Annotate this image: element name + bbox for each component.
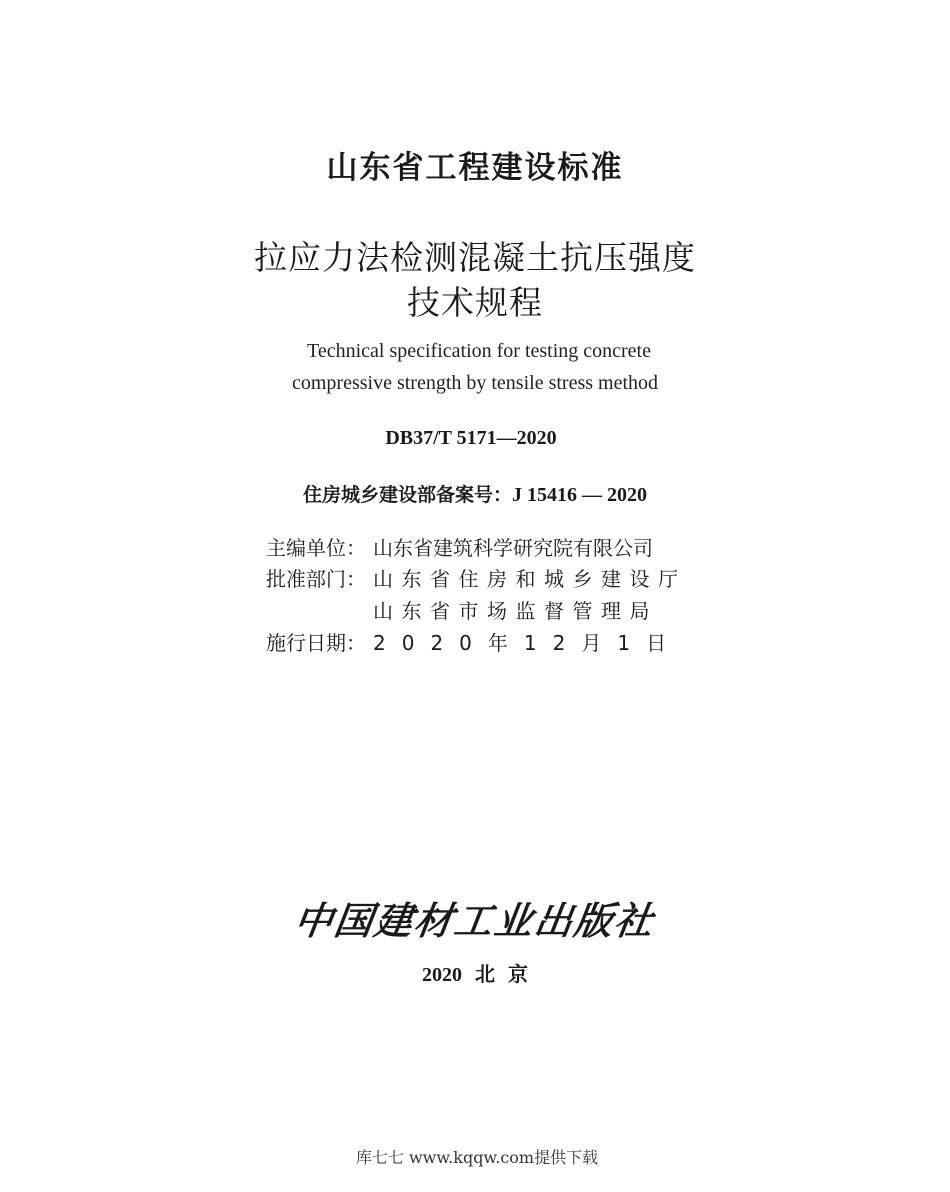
- effective-date-row: [266, 629, 682, 657]
- title-en-line-2: compressive strength by tensile stress method: [291, 372, 659, 394]
- approver-value-1: 山东省住房和城乡建设厅: [373, 567, 687, 591]
- publication-city: 北 京: [475, 962, 528, 986]
- approver-label: 批准部门：: [266, 567, 366, 591]
- series-title: 山东省工程建设标准: [326, 150, 624, 186]
- filing-number: J 15416 — 2020: [512, 484, 647, 506]
- title-zh-line-2: 技术规程: [407, 283, 543, 322]
- effective-date-value: 2020年12月1日: [373, 631, 683, 655]
- approver-row: [266, 565, 687, 593]
- standard-code: DB37/T 5171—2020: [385, 427, 557, 449]
- filing-number-line: [0, 480, 950, 507]
- publisher-logotype: 中国建材工业出版社: [291, 898, 658, 943]
- editor-label: 主编单位：: [266, 536, 366, 560]
- title-zh-line-1: 拉应力法检测混凝土抗压强度: [254, 238, 696, 277]
- filing-label: 住房城乡建设部备案号：: [302, 484, 512, 506]
- approver-value-2: 山东省市场监督管理局: [373, 599, 658, 623]
- editor-row: [266, 534, 653, 562]
- publication-place: [0, 958, 950, 987]
- footer-watermark: 库七七 www.kqqw.com提供下载: [355, 1148, 599, 1167]
- title-en-line-1: Technical specification for testing concrete: [307, 340, 651, 362]
- approver-row-2: [266, 597, 658, 625]
- editor-value: 山东省建筑科学研究院有限公司: [373, 536, 653, 560]
- effective-date-label: 施行日期：: [266, 631, 366, 655]
- publication-year: 2020: [422, 964, 463, 986]
